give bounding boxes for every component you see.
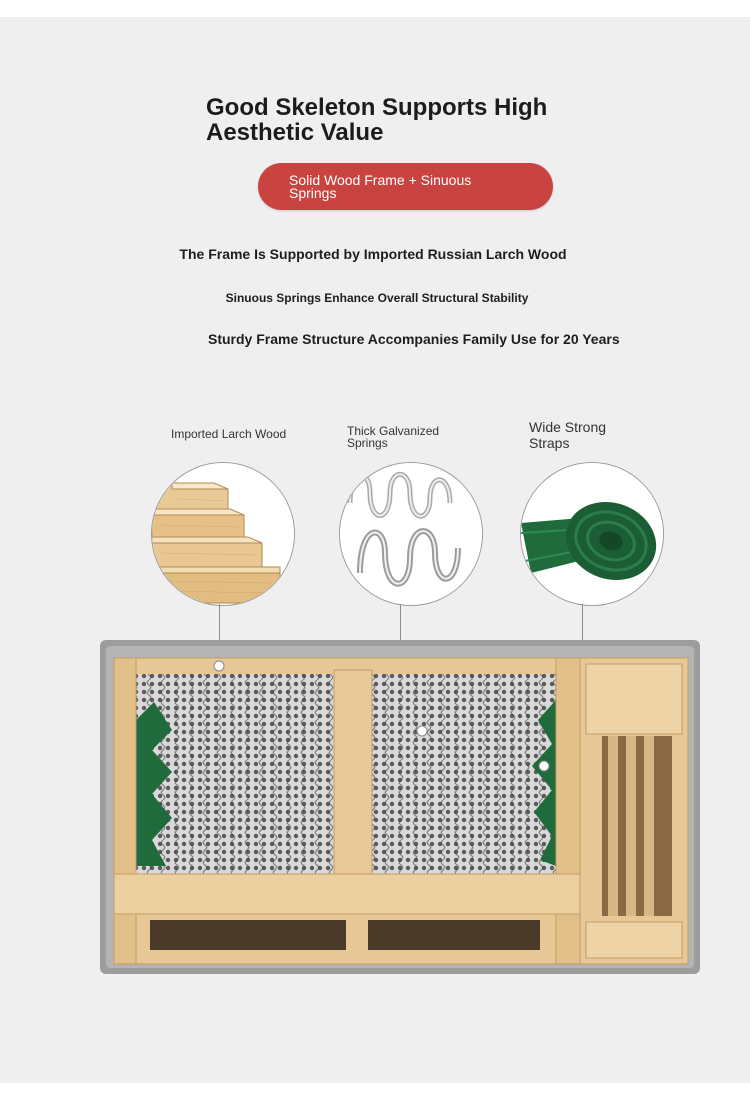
material-label-springs: Thick Galvanized Springs bbox=[347, 424, 440, 450]
page-title: Good Skeleton Supports High Aesthetic Value bbox=[206, 94, 548, 146]
feature-line-1: The Frame Is Supported by Imported Russian Larch Wood bbox=[179, 246, 567, 262]
spring-icon bbox=[339, 462, 483, 606]
feature-line-2: Sinuous Springs Enhance Overall Structural Stability bbox=[225, 291, 529, 305]
material-label-wood: Imported Larch Wood bbox=[171, 427, 287, 441]
sofa-frame-illustration bbox=[100, 640, 700, 976]
wood-planks-icon bbox=[151, 462, 295, 606]
feature-pill-label: Solid Wood Frame + Sinuous Springs bbox=[289, 172, 472, 201]
feature-line-3: Sturdy Frame Structure Accompanies Family Use for 20 Years bbox=[208, 331, 620, 347]
strap-roll-icon bbox=[520, 462, 664, 606]
feature-pill bbox=[258, 163, 553, 210]
material-label-straps: Wide Strong Straps bbox=[529, 419, 607, 451]
